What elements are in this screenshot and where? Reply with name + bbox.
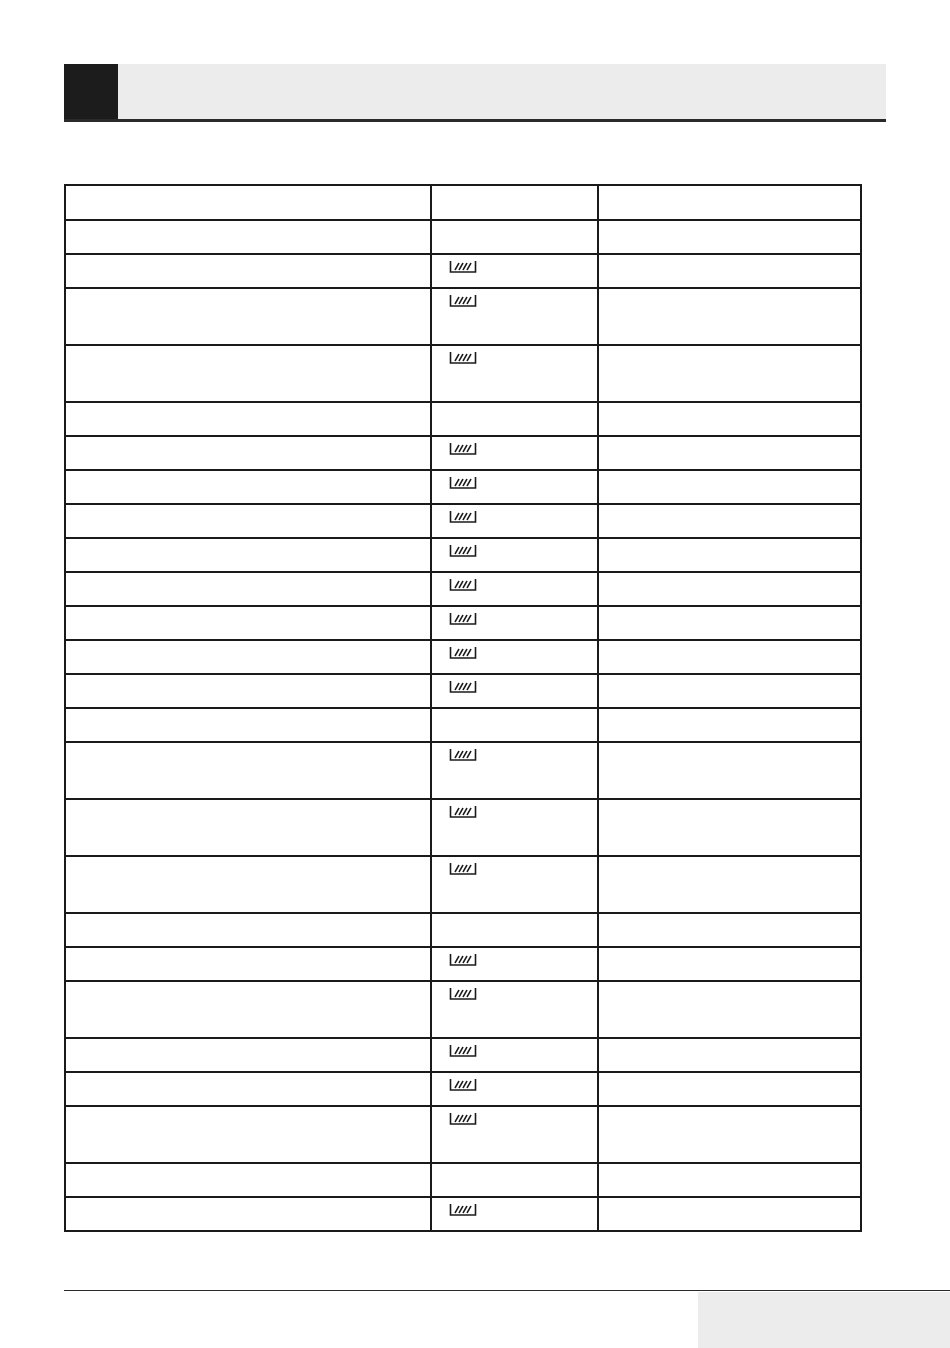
table-cell-col3: [598, 640, 861, 674]
table-cell-col2: [431, 402, 598, 436]
grill-heating-icon: [449, 476, 477, 490]
section-marker-block: [64, 64, 118, 119]
grill-heating-icon: [449, 805, 477, 819]
table-cell-col3: [598, 708, 861, 742]
table-cell-col1: [65, 288, 431, 345]
table-cell-col3: [598, 538, 861, 572]
table-row: [65, 640, 861, 674]
grill-heating-icon: [449, 953, 477, 967]
table-cell-col1: [65, 1197, 431, 1231]
table-cell-col2: [431, 742, 598, 799]
table-row: [65, 981, 861, 1038]
table-row: [65, 799, 861, 856]
table-row: [65, 913, 861, 947]
table-cell-col1: [65, 1163, 431, 1197]
table-row: [65, 1106, 861, 1163]
table-row: [65, 402, 861, 436]
table-row: [65, 1197, 861, 1231]
footer-rule: [64, 1290, 950, 1291]
table-cell-col1: [65, 504, 431, 538]
table-row: [65, 288, 861, 345]
table-cell-col2: [431, 470, 598, 504]
table-cell-col2: [431, 288, 598, 345]
table-row: [65, 856, 861, 913]
table-cell-col3: [598, 402, 861, 436]
table-cell-col3: [598, 1197, 861, 1231]
column-header-2: [431, 185, 598, 220]
table-row: [65, 1072, 861, 1106]
table-cell-col3: [598, 799, 861, 856]
table-cell-col1: [65, 254, 431, 288]
table-cell-col1: [65, 856, 431, 913]
table-cell-col3: [598, 742, 861, 799]
grill-heating-icon: [449, 862, 477, 876]
table-cell-col1: [65, 742, 431, 799]
section-header: [64, 64, 886, 122]
table-cell-col3: [598, 913, 861, 947]
table-cell-col2: [431, 856, 598, 913]
table-cell-col1: [65, 1072, 431, 1106]
table-cell-col1: [65, 606, 431, 640]
table-cell-col1: [65, 436, 431, 470]
table-cell-col1: [65, 947, 431, 981]
table-cell-col2: [431, 913, 598, 947]
table-cell-col2: [431, 436, 598, 470]
column-header-3: [598, 185, 861, 220]
table-cell-col1: [65, 913, 431, 947]
table-row: [65, 504, 861, 538]
table-row: [65, 708, 861, 742]
table-row: [65, 538, 861, 572]
grill-heating-icon: [449, 510, 477, 524]
table-cell-col3: [598, 981, 861, 1038]
grill-heating-icon: [449, 646, 477, 660]
table-cell-col3: [598, 254, 861, 288]
grill-heating-icon: [449, 612, 477, 626]
table-cell-col2: [431, 572, 598, 606]
program-table: [64, 184, 862, 1232]
table-cell-col2: [431, 606, 598, 640]
table-cell-col1: [65, 572, 431, 606]
table-cell-col2: [431, 1106, 598, 1163]
table-cell-col2: [431, 947, 598, 981]
table-row: [65, 947, 861, 981]
table-cell-col3: [598, 1072, 861, 1106]
table-cell-col1: [65, 345, 431, 402]
grill-heating-icon: [449, 260, 477, 274]
table-cell-col3: [598, 674, 861, 708]
table-cell-col3: [598, 504, 861, 538]
table-row: [65, 1163, 861, 1197]
grill-heating-icon: [449, 442, 477, 456]
column-header-1: [65, 185, 431, 220]
table-cell-col2: [431, 538, 598, 572]
table-cell-col1: [65, 538, 431, 572]
table-cell-col3: [598, 470, 861, 504]
table-cell-col1: [65, 799, 431, 856]
table-cell-col3: [598, 1038, 861, 1072]
table-cell-col1: [65, 402, 431, 436]
table-row: [65, 572, 861, 606]
grill-heating-icon: [449, 351, 477, 365]
table-cell-col1: [65, 470, 431, 504]
table-cell-col1: [65, 640, 431, 674]
table-cell-col3: [598, 856, 861, 913]
table-cell-col3: [598, 436, 861, 470]
table-row: [65, 436, 861, 470]
grill-heating-icon: [449, 294, 477, 308]
table-row: [65, 742, 861, 799]
table-cell-col2: [431, 640, 598, 674]
table-row: [65, 606, 861, 640]
table-cell-col3: [598, 288, 861, 345]
table-row: [65, 254, 861, 288]
table-cell-col3: [598, 1106, 861, 1163]
table-row: [65, 220, 861, 254]
table-cell-col2: [431, 1163, 598, 1197]
table-row: [65, 470, 861, 504]
table-cell-col3: [598, 220, 861, 254]
table-cell-col3: [598, 1163, 861, 1197]
table-cell-col1: [65, 708, 431, 742]
table-cell-col2: [431, 504, 598, 538]
table-header-row: [65, 185, 861, 220]
table-cell-col2: [431, 1197, 598, 1231]
grill-heating-icon: [449, 1203, 477, 1217]
table-cell-col2: [431, 254, 598, 288]
table-cell-col3: [598, 572, 861, 606]
grill-heating-icon: [449, 1044, 477, 1058]
table-cell-col3: [598, 606, 861, 640]
table-cell-col2: [431, 981, 598, 1038]
table-cell-col2: [431, 345, 598, 402]
grill-heating-icon: [449, 578, 477, 592]
table-row: [65, 345, 861, 402]
grill-heating-icon: [449, 1112, 477, 1126]
grill-heating-icon: [449, 748, 477, 762]
grill-heating-icon: [449, 680, 477, 694]
table-cell-col1: [65, 981, 431, 1038]
table-cell-col2: [431, 1038, 598, 1072]
table-row: [65, 1038, 861, 1072]
table-cell-col3: [598, 345, 861, 402]
table-cell-col1: [65, 220, 431, 254]
footer-page-box: [698, 1292, 950, 1348]
table-cell-col1: [65, 674, 431, 708]
grill-heating-icon: [449, 1078, 477, 1092]
grill-heating-icon: [449, 544, 477, 558]
table-cell-col2: [431, 1072, 598, 1106]
table-cell-col2: [431, 708, 598, 742]
table-cell-col2: [431, 674, 598, 708]
grill-heating-icon: [449, 987, 477, 1001]
table-row: [65, 674, 861, 708]
table-cell-col1: [65, 1038, 431, 1072]
table-cell-col3: [598, 947, 861, 981]
table-cell-col2: [431, 220, 598, 254]
table-cell-col2: [431, 799, 598, 856]
table-cell-col1: [65, 1106, 431, 1163]
